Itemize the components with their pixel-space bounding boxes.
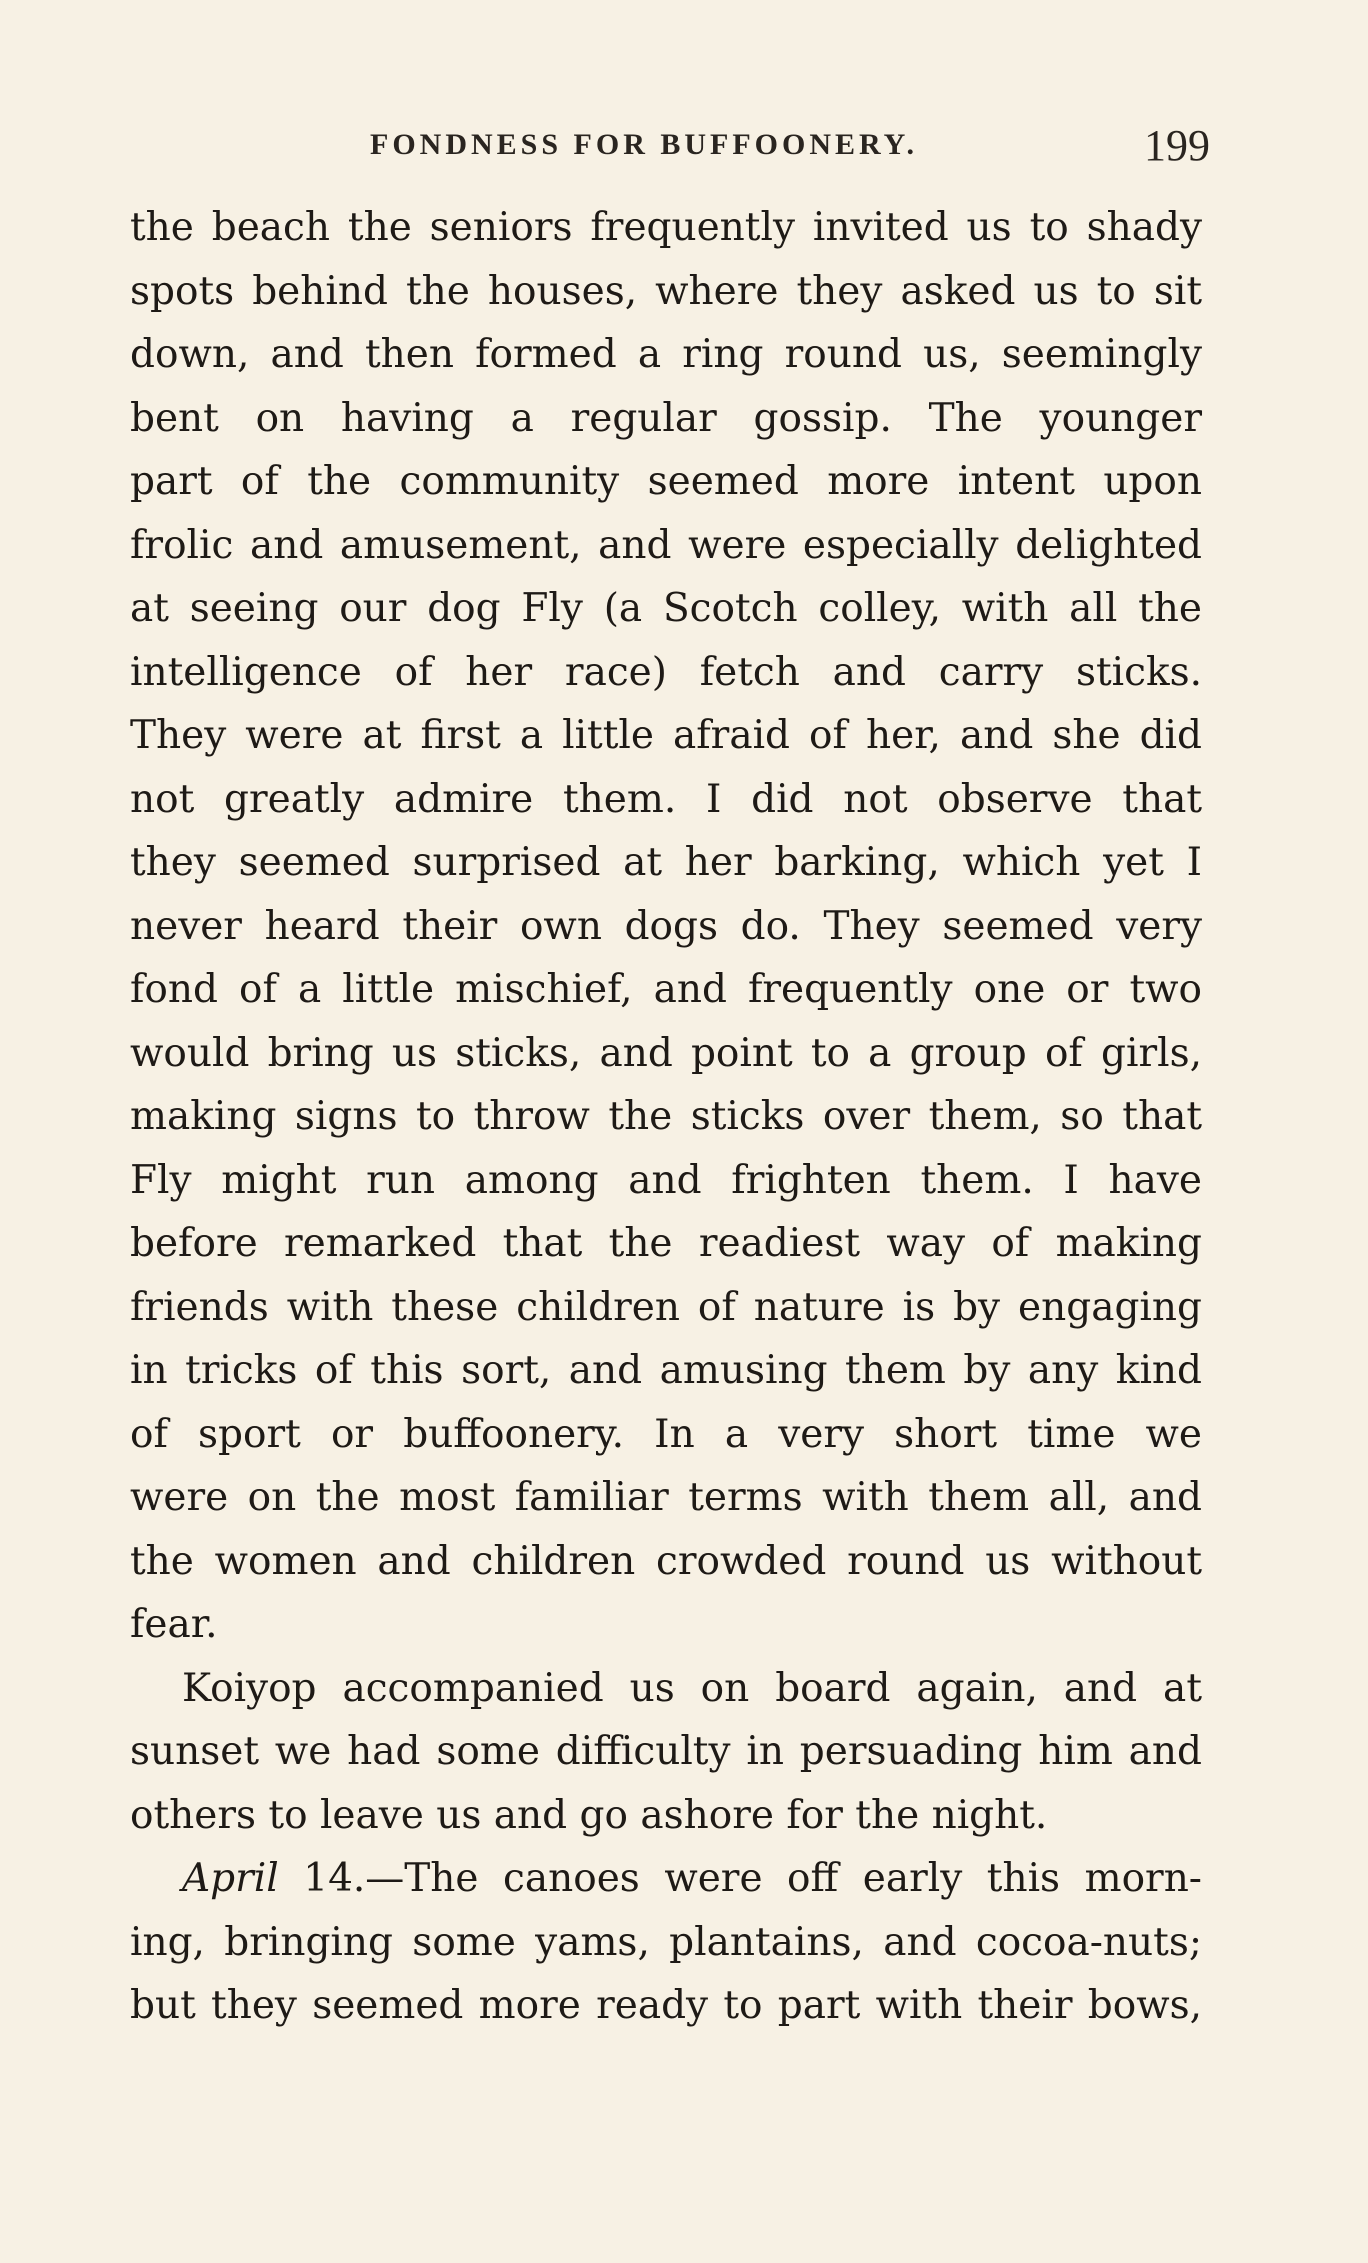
running-head [130, 121, 1210, 184]
body-text [130, 196, 1202, 2038]
text-line: in tricks of this sort, and amusing them by any kind [130, 1348, 1202, 1393]
text-line: at seeing our dog Fly (a Scotch colley, with all the [130, 586, 1202, 631]
text-line: frolic and amusement, and were especially delighted [130, 522, 1202, 568]
text-line: others to leave us and go ashore for the night. [130, 1792, 1048, 1838]
text-line: the beach the seniors frequently invited us to shady [130, 205, 1202, 250]
text-line: They were at first a little afraid of her, and she did [130, 713, 1202, 758]
text-line-rest: 14.—The canoes were off early this morn- [278, 1856, 1202, 1901]
text-line: down, and then formed a ring round us, seemingly [130, 332, 1202, 377]
text-line: spots behind the houses, where they asked us to sit [130, 268, 1202, 314]
text-line: bent on having a regular gossip. The younger [130, 395, 1202, 441]
text-line: of sport or buffoonery. In a very short time we [130, 1411, 1202, 1457]
text-line: sunset we had some difficulty in persuading him and [130, 1729, 1202, 1774]
text-line: Koiyop accompanied us on board again, and at [182, 1665, 1202, 1711]
text-line: were on the most familiar terms with them all, and [130, 1475, 1202, 1520]
text-line: Fly might run among and frighten them. I have [130, 1157, 1202, 1203]
text-line: would bring us sticks, and point to a group of girls, [130, 1030, 1202, 1076]
text-line [130, 1847, 1202, 1911]
text-line: making signs to throw the sticks over them, so that [130, 1094, 1202, 1139]
date-label: April [182, 1856, 279, 1901]
text-line: never heard their own dogs do. They seemed very [130, 903, 1202, 949]
running-title: FONDNESS FOR BUFFOONERY. [370, 128, 919, 161]
text-line: they seemed surprised at her barking, which yet I [130, 840, 1202, 885]
text-line: part of the community seemed more intent upon [130, 459, 1202, 504]
text-line: but they seemed more ready to part with their bows, [130, 1983, 1202, 2028]
text-line: ing, bringing some yams, plantains, and cocoa-nuts; [130, 1919, 1202, 1965]
text-line: friends with these children of nature is by engaging [130, 1284, 1202, 1330]
text-line: fear. [130, 1602, 218, 1647]
page-number: 199 [1144, 121, 1210, 170]
text-line: not greatly admire them. I did not observe that [130, 776, 1202, 822]
text-line: intelligence of her race) fetch and carry sticks. [130, 649, 1202, 695]
text-line: fond of a little mischief, and frequently one or two [130, 967, 1202, 1012]
text-line: the women and children crowded round us without [130, 1538, 1202, 1584]
text-line: before remarked that the readiest way of making [130, 1221, 1202, 1266]
